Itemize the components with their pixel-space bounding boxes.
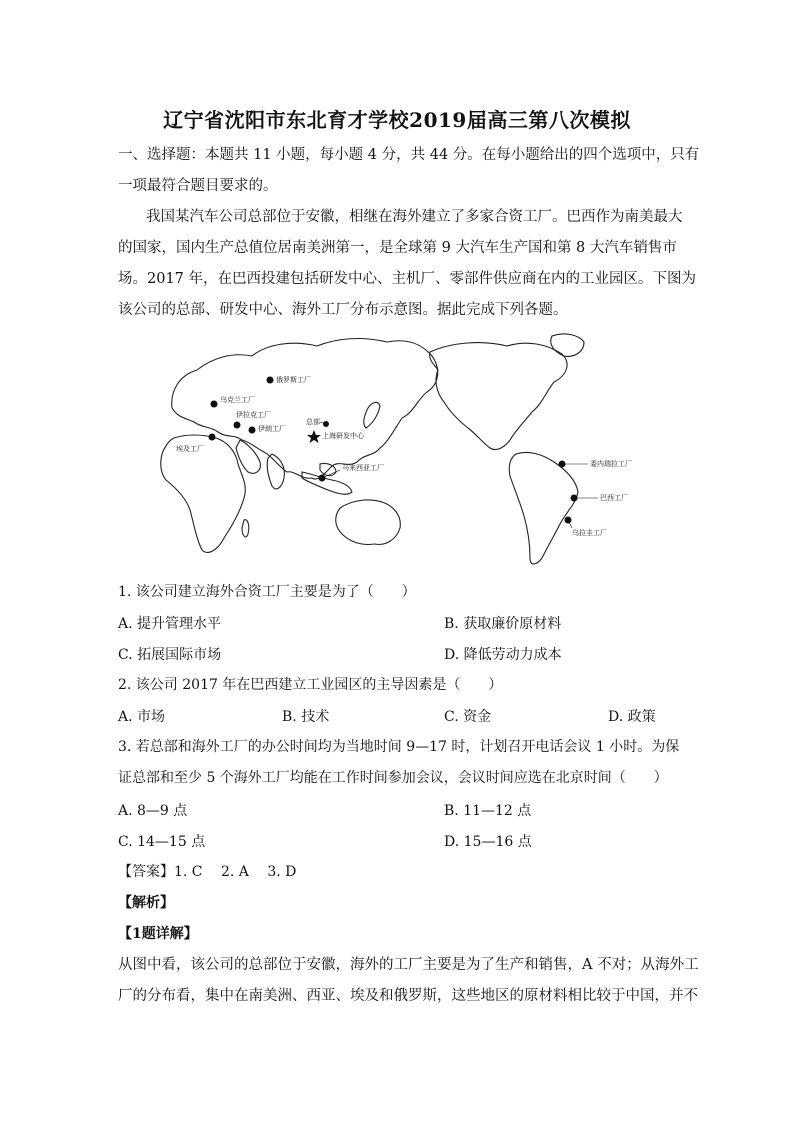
madagascar-outline bbox=[242, 520, 249, 537]
question-3-stem-line-1: 3. 若总部和海外工厂的办公时间均为当地时间 9—17 时，计划召开电话会议 1 小时。为保 bbox=[118, 739, 680, 755]
answer-line: 【答案】1. C 2. A 3. D bbox=[118, 864, 297, 880]
section-intro-line-1: 一、选择题：本题共 11 小题，每小题 4 分，共 44 分。在每小题给出的四个选项中，只有 bbox=[118, 147, 700, 163]
japan-outline bbox=[364, 402, 380, 428]
label-iran: 伊朗工厂 bbox=[258, 425, 286, 433]
page-title: 辽宁省沈阳市东北育才学校2019届高三第八次模拟 bbox=[163, 108, 631, 132]
detail-line-1: 从图中看，该公司的总部位于安徽，海外的工厂主要是为了生产和销售，A 不对；从海外工 bbox=[118, 957, 699, 973]
factory-markers bbox=[209, 377, 578, 524]
marker-egypt bbox=[209, 434, 216, 441]
label-iraq: 伊拉克工厂 bbox=[236, 411, 271, 419]
question-1-option-d: D. 降低劳动力成本 bbox=[444, 647, 562, 663]
question-1-option-c: C. 拓展国际市场 bbox=[118, 647, 222, 663]
question-1-stem: 1. 该公司建立海外合资工厂主要是为了（ ） bbox=[118, 584, 416, 600]
question-2-option-d: D. 政策 bbox=[608, 709, 656, 725]
section-intro-line-2: 一项最符合题目要求的。 bbox=[118, 178, 278, 194]
label-russia: 俄罗斯工厂 bbox=[276, 376, 311, 384]
question-2-option-c: C. 资金 bbox=[444, 709, 492, 725]
question-3-option-b: B. 11—12 点 bbox=[444, 803, 532, 819]
north-america-outline bbox=[430, 343, 567, 450]
question-3-option-c: C. 14—15 点 bbox=[118, 834, 206, 850]
star-shanghai-icon bbox=[307, 430, 321, 443]
label-egypt: 埃及工厂 bbox=[176, 445, 204, 453]
passage-line-2: 的国家，国内生产总值位居南美洲第一，是全球第 9 大汽车生产国和第 8 大汽车销售市 bbox=[118, 240, 677, 256]
question-3-option-d: D. 15—16 点 bbox=[444, 834, 532, 850]
passage-line-3: 场。2017 年，在巴西投建包括研发中心、主机厂、零部件供应商在内的工业园区。下图为 bbox=[118, 271, 697, 287]
label-venezuela: 委内瑞拉工厂 bbox=[590, 460, 632, 468]
label-brazil: 巴西工厂 bbox=[600, 494, 628, 502]
label-shanghai: 上海研发中心 bbox=[322, 432, 364, 440]
south-america-outline bbox=[509, 452, 578, 564]
question-3-stem-line-2: 证总部和至少 5 个海外工厂均能在工作时间参加会议，会议时间应选在北京时间（ ） bbox=[118, 770, 668, 786]
analysis-label: 【解析】 bbox=[118, 895, 174, 911]
question-2-stem: 2. 该公司 2017 年在巴西建立工业园区的主导因素是（ ） bbox=[118, 677, 503, 693]
passage-line-4: 该公司的总部、研发中心、海外工厂分布示意图。据此完成下列各题。 bbox=[118, 302, 568, 318]
marker-iran bbox=[249, 427, 256, 434]
question-2-option-b: B. 技术 bbox=[282, 709, 330, 725]
continent-outlines bbox=[161, 334, 584, 564]
passage-line-1: 我国某汽车公司总部位于安徽，相继在海外建立了多家合资工厂。巴西作为南美最大 bbox=[146, 209, 683, 225]
marker-iraq bbox=[234, 422, 241, 429]
question-2-option-a: A. 市场 bbox=[118, 709, 166, 725]
question-1-option-a: A. 提升管理水平 bbox=[118, 616, 222, 632]
label-malaysia: 马来西亚工厂 bbox=[342, 464, 384, 472]
question-3-option-a: A. 8—9 点 bbox=[118, 803, 188, 819]
india-outline bbox=[267, 454, 284, 489]
label-hq: 总部 bbox=[306, 418, 320, 426]
greenland-outline bbox=[551, 334, 584, 356]
detail-line-2: 厂的分布看，集中在南美洲、西亚、埃及和俄罗斯，这些地区的原材料相比较于中国，并不 bbox=[118, 988, 698, 1004]
detail-label: 【1题详解】 bbox=[118, 926, 198, 942]
world-map-figure bbox=[152, 330, 672, 570]
label-ukraine: 乌克兰工厂 bbox=[220, 396, 255, 404]
australia-outline bbox=[336, 500, 401, 545]
marker-russia bbox=[267, 377, 274, 384]
marker-ukraine bbox=[211, 401, 218, 408]
label-uruguay: 乌拉圭工厂 bbox=[572, 529, 607, 537]
question-1-option-b: B. 获取廉价原材料 bbox=[444, 616, 562, 632]
eurasia-outline bbox=[172, 339, 438, 480]
